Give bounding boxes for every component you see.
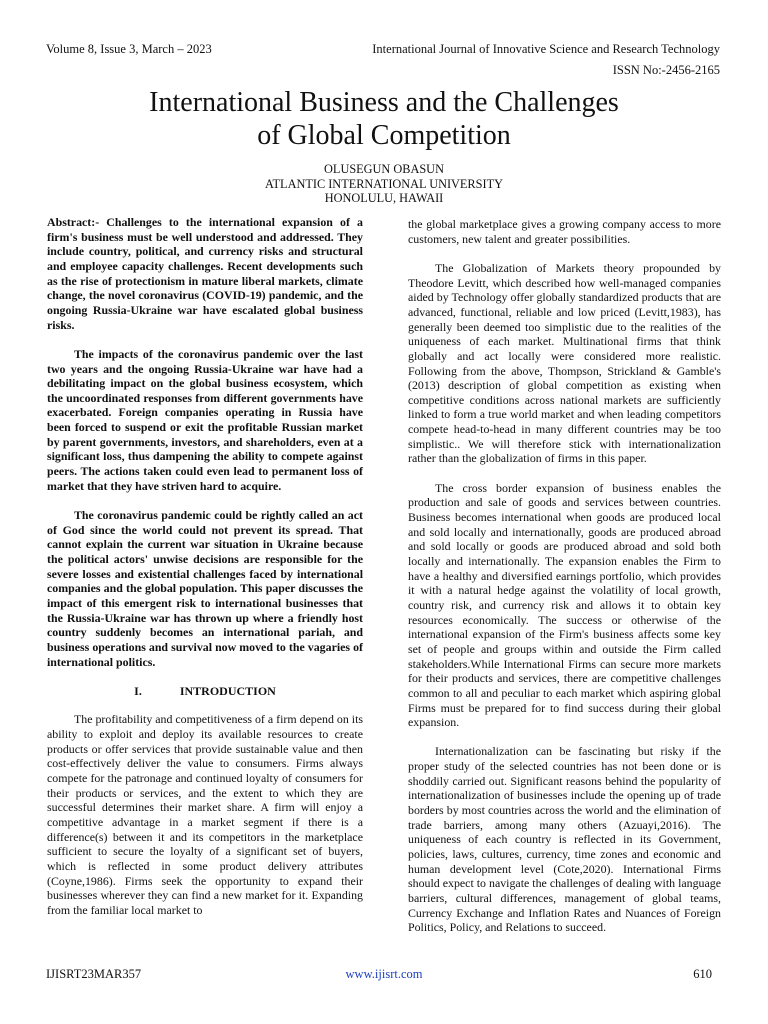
section-heading <box>47 684 363 699</box>
author-block <box>0 162 768 206</box>
page-number: 610 <box>693 967 712 981</box>
website-link[interactable]: www.ijisrt.com <box>345 967 423 981</box>
body-paragraph: The Globalization of Markets theory propounded by Theodore Levitt, which described how well-managed companies aided by Technology offer globally standardized products that are advanced, functional, reliable and low priced (Levitt,1983), has generally been deemed too simplistic due to the realities of the uniqueness of each market. Multinational firms that think globally and act locally were considered more realistic. Following from the above, Thompson, Strickland & Gamble's (2013) description of global competition as existing when competitive conditions across national markets are sufficiently linked to form a true world market and when leading competitors compete head-to-head in many different countries may be too simplistic.. We will therefore stick with internationalization rather than the globalization of firms in this paper. <box>408 260 721 466</box>
abstract-paragraph: The impacts of the coronavirus pandemic over the last two years and the ongoing Russia-Ukraine war have had a debilitating impact on the global business ecosystem, which the uncoordinated responses from different governments have exacerbated. Foreign companies operating in Russia have been forced to suspend or exit the profitable Russian market by parent governments, investors, and shareholders, even at a significant loss, thus dampening the ability to compete against peers. The actions taken could even lead to permanent loss of market that they have striven hard to acquire. <box>47 346 363 493</box>
author-affiliation: ATLANTIC INTERNATIONAL UNIVERSITY <box>265 176 503 191</box>
paper-id: IJISRT23MAR357 <box>46 967 142 981</box>
author-location: HONOLULU, HAWAII <box>324 191 444 206</box>
author-name: OLUSEGUN OBASUN <box>324 162 444 176</box>
left-column <box>47 215 363 932</box>
volume-issue: Volume 8, Issue 3, March – 2023 <box>46 42 212 56</box>
paper-title <box>0 86 768 152</box>
footer-website <box>0 967 768 982</box>
body-paragraph: The profitability and competitiveness of a firm depend on its ability to exploit and deploy its available resources to create products or offer services that provide sustainable value and then cost-effectively deliver the value to consumers. Firms always compete for the patronage and continued loyalty of consumers for their products or services, and the extent to which they are successful determines their market share. A firm will enjoy a competitive advantage in a market segment if there is a difference(s) between it and its competitors in the marketplace sufficient to secure the loyalty of a significant set of buyers, which is reflected in some product delivery attributes (Coyne,1986). Firms seek the opportunity to expand their businesses wherever they can find a new market for it. Expanding from the familiar local market to <box>47 712 363 917</box>
abstract-paragraph: The coronavirus pandemic could be rightly called an act of God since the world could not prevent its spread. That cannot explain the current war situation in Ukraine because the political actors' unwise decisions are responsible for the severe losses and existential challenges faced by international companies and the global population. This paper discusses the impact of this emergent risk to international businesses that the Russia-Ukraine war has thrown up where a friendly host country suddenly becomes an international pariah, and business operations and survival now moved to the vagaries of international politics. <box>47 508 363 669</box>
section-title: INTRODUCTION <box>179 683 276 698</box>
issn: ISSN No:-2456-2165 <box>612 63 720 77</box>
section-number: I. <box>134 683 142 698</box>
abstract-paragraph: Abstract:- Challenges to the international expansion of a firm's business must be well understood and addressed. They include country, political, and currency risks and structural and employee capacity challenges. Recent developments such as the rise of protectionism in mature liberal markets, climate change, the novel coronavirus (COVID-19) pandemic, and the ongoing Russia-Ukraine war have escalated global business risks. <box>47 215 363 332</box>
body-paragraph: Internationalization can be fascinating but risky if the proper study of the selected countries has not been done or is shoddily carried out. Significant reasons behind the popularity of internationalization of businesses include the opening up of trade borders by most countries across the world and the elimination of trade barriers, among many others (Azuayi,2016). The uniqueness of each country is reflected in its Government, policies, laws, cultures, currency, time zones and economic and human development level (Cote,2020). International Firms should expect to navigate the challenges of dealing with language barriers, cultural differences, management of global teams, Currency Exchange and Inflation Rates and Nuances of Foreign Politics, Policy, and Relations to succeed. <box>408 744 721 935</box>
title-line-1: International Business and the Challenges <box>149 87 619 118</box>
body-paragraph: the global marketplace gives a growing company access to more customers, new talent and greater possibilities. <box>408 217 721 246</box>
journal-name: International Journal of Innovative Science and Research Technology <box>372 42 720 56</box>
body-paragraph: The cross border expansion of business enables the production and sale of goods and services between countries. Business becomes international when goods are produced local and sold locally and internationally, goods are produced abroad and sold locally or goods are produced abroad and sold both locally and internationally. The expansion enables the Firm to have a healthy and diversified earnings portfolio, which provides it with a natural hedge against the volatility of local growth, country risk, and currency risk and allows it to obtain key resources economically. The success or otherwise of the international expansion of the Firm's business affects some key set of people and groups within and outside the Firm called stakeholders.While International Firms can secure more markets for their products and services, there are competitive challenges common to all and peculiar to each market which aspiring global Firms must be prepared for to find success during their global expansion. <box>408 480 721 730</box>
title-line-2: of Global Competition <box>257 120 511 151</box>
right-column <box>408 217 721 950</box>
